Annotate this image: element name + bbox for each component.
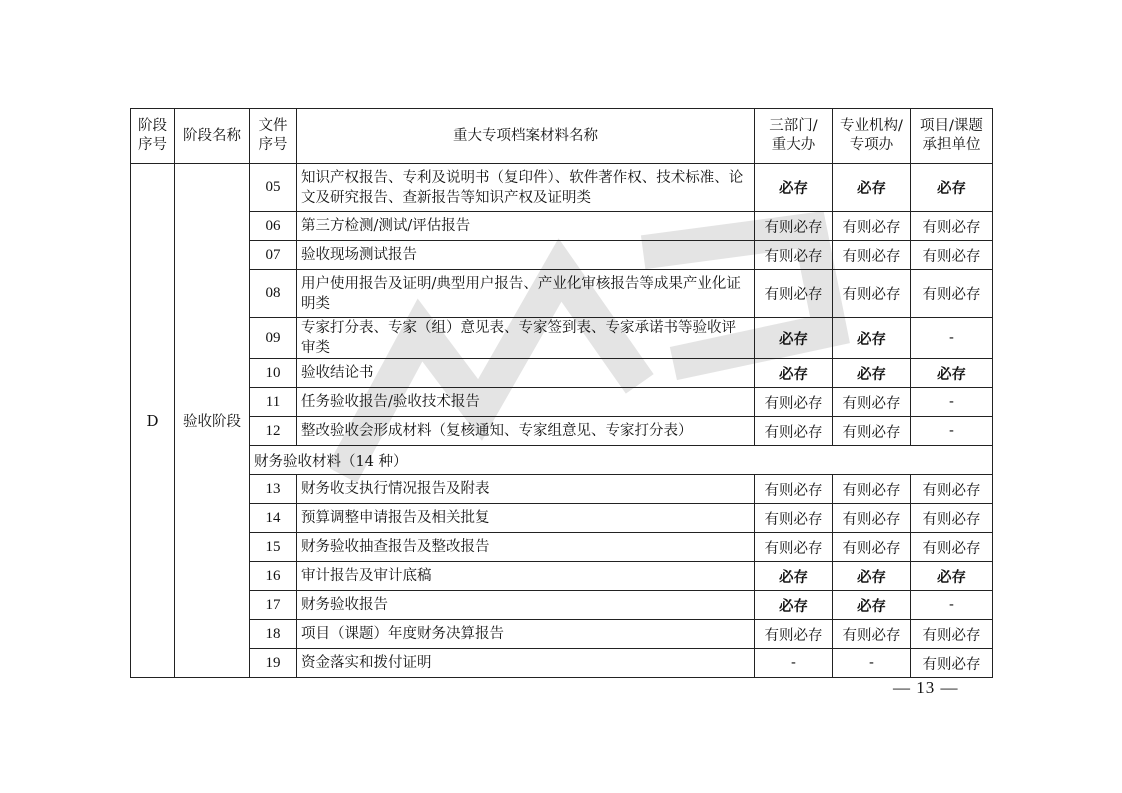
table-row <box>131 318 993 359</box>
file-number: 19 <box>250 649 297 678</box>
material-name: 财务验收报告 <box>297 591 755 620</box>
section-title: 财务验收材料（14 种） <box>250 446 993 475</box>
header-three-departments: 三部门/ 重大办 <box>755 109 833 164</box>
file-number: 16 <box>250 562 297 591</box>
retention-project-undertaker: 有则必存 <box>911 212 993 241</box>
retention-three-departments: 有则必存 <box>755 504 833 533</box>
retention-project-undertaker: 有则必存 <box>911 241 993 270</box>
archive-materials-table <box>130 108 993 678</box>
table-row <box>131 241 993 270</box>
retention-three-departments: - <box>755 649 833 678</box>
header-project-undertaker: 项目/课题 承担单位 <box>911 109 993 164</box>
header-stage-name: 阶段名称 <box>175 109 250 164</box>
file-number: 13 <box>250 475 297 504</box>
material-name: 知识产权报告、专利及说明书（复印件）、软件著作权、技术标准、论文及研究报告、查新报告等知识产权及证明类 <box>297 164 755 212</box>
header-material-name: 重大专项档案材料名称 <box>297 109 755 164</box>
retention-professional-agency: 有则必存 <box>833 417 911 446</box>
retention-project-undertaker: 有则必存 <box>911 649 993 678</box>
material-name: 审计报告及审计底稿 <box>297 562 755 591</box>
file-number: 10 <box>250 359 297 388</box>
retention-three-departments: 有则必存 <box>755 417 833 446</box>
retention-professional-agency: 有则必存 <box>833 620 911 649</box>
table-row <box>131 504 993 533</box>
header-stage-no: 阶段 序号 <box>131 109 175 164</box>
retention-professional-agency: 必存 <box>833 562 911 591</box>
file-number: 17 <box>250 591 297 620</box>
file-number: 18 <box>250 620 297 649</box>
material-name: 验收结论书 <box>297 359 755 388</box>
retention-professional-agency: 必存 <box>833 591 911 620</box>
retention-professional-agency: 有则必存 <box>833 388 911 417</box>
table-header-row <box>131 109 993 164</box>
table-row <box>131 562 993 591</box>
table-row <box>131 620 993 649</box>
retention-three-departments: 有则必存 <box>755 533 833 562</box>
table-row <box>131 475 993 504</box>
material-name: 整改验收会形成材料（复核通知、专家组意见、专家打分表） <box>297 417 755 446</box>
retention-professional-agency: - <box>833 649 911 678</box>
retention-three-departments: 有则必存 <box>755 241 833 270</box>
section-row <box>131 446 993 475</box>
table-row <box>131 388 993 417</box>
material-name: 任务验收报告/验收技术报告 <box>297 388 755 417</box>
material-name: 预算调整申请报告及相关批复 <box>297 504 755 533</box>
file-number: 09 <box>250 318 297 359</box>
material-name: 第三方检测/测试/评估报告 <box>297 212 755 241</box>
retention-three-departments: 有则必存 <box>755 212 833 241</box>
table-row <box>131 417 993 446</box>
file-number: 07 <box>250 241 297 270</box>
retention-professional-agency: 必存 <box>833 359 911 388</box>
file-number: 11 <box>250 388 297 417</box>
retention-project-undertaker: 必存 <box>911 562 993 591</box>
file-number: 06 <box>250 212 297 241</box>
page-number: — 13 — <box>893 678 959 697</box>
table-row <box>131 591 993 620</box>
header-file-no: 文件 序号 <box>250 109 297 164</box>
file-number: 08 <box>250 270 297 318</box>
table-row <box>131 359 993 388</box>
header-professional-agency: 专业机构/ 专项办 <box>833 109 911 164</box>
material-name: 财务验收抽查报告及整改报告 <box>297 533 755 562</box>
retention-three-departments: 有则必存 <box>755 620 833 649</box>
retention-professional-agency: 必存 <box>833 318 911 359</box>
material-name: 用户使用报告及证明/典型用户报告、产业化审核报告等成果产业化证明类 <box>297 270 755 318</box>
table-row <box>131 649 993 678</box>
retention-project-undertaker: 有则必存 <box>911 620 993 649</box>
retention-project-undertaker: 必存 <box>911 359 993 388</box>
retention-professional-agency: 有则必存 <box>833 241 911 270</box>
retention-project-undertaker: - <box>911 417 993 446</box>
retention-three-departments: 有则必存 <box>755 475 833 504</box>
retention-project-undertaker: - <box>911 388 993 417</box>
file-number: 05 <box>250 164 297 212</box>
retention-three-departments: 有则必存 <box>755 388 833 417</box>
retention-professional-agency: 有则必存 <box>833 270 911 318</box>
table-row <box>131 212 993 241</box>
material-name: 资金落实和拨付证明 <box>297 649 755 678</box>
retention-three-departments: 必存 <box>755 164 833 212</box>
retention-three-departments: 必存 <box>755 359 833 388</box>
retention-three-departments: 必存 <box>755 318 833 359</box>
retention-professional-agency: 有则必存 <box>833 212 911 241</box>
stage-code: D <box>131 164 175 678</box>
file-number: 12 <box>250 417 297 446</box>
retention-project-undertaker: 有则必存 <box>911 504 993 533</box>
retention-project-undertaker: 有则必存 <box>911 270 993 318</box>
file-number: 14 <box>250 504 297 533</box>
retention-three-departments: 有则必存 <box>755 270 833 318</box>
table-row <box>131 533 993 562</box>
retention-project-undertaker: 有则必存 <box>911 475 993 504</box>
retention-project-undertaker: - <box>911 318 993 359</box>
file-number: 15 <box>250 533 297 562</box>
retention-project-undertaker: 有则必存 <box>911 533 993 562</box>
retention-professional-agency: 有则必存 <box>833 504 911 533</box>
retention-project-undertaker: - <box>911 591 993 620</box>
material-name: 专家打分表、专家（组）意见表、专家签到表、专家承诺书等验收评审类 <box>297 318 755 359</box>
retention-project-undertaker: 必存 <box>911 164 993 212</box>
material-name: 财务收支执行情况报告及附表 <box>297 475 755 504</box>
material-name: 验收现场测试报告 <box>297 241 755 270</box>
retention-three-departments: 必存 <box>755 591 833 620</box>
table-row <box>131 270 993 318</box>
retention-professional-agency: 有则必存 <box>833 475 911 504</box>
retention-professional-agency: 有则必存 <box>833 533 911 562</box>
retention-professional-agency: 必存 <box>833 164 911 212</box>
retention-three-departments: 必存 <box>755 562 833 591</box>
material-name: 项目（课题）年度财务决算报告 <box>297 620 755 649</box>
table-row <box>131 164 993 212</box>
stage-name: 验收阶段 <box>175 164 250 678</box>
